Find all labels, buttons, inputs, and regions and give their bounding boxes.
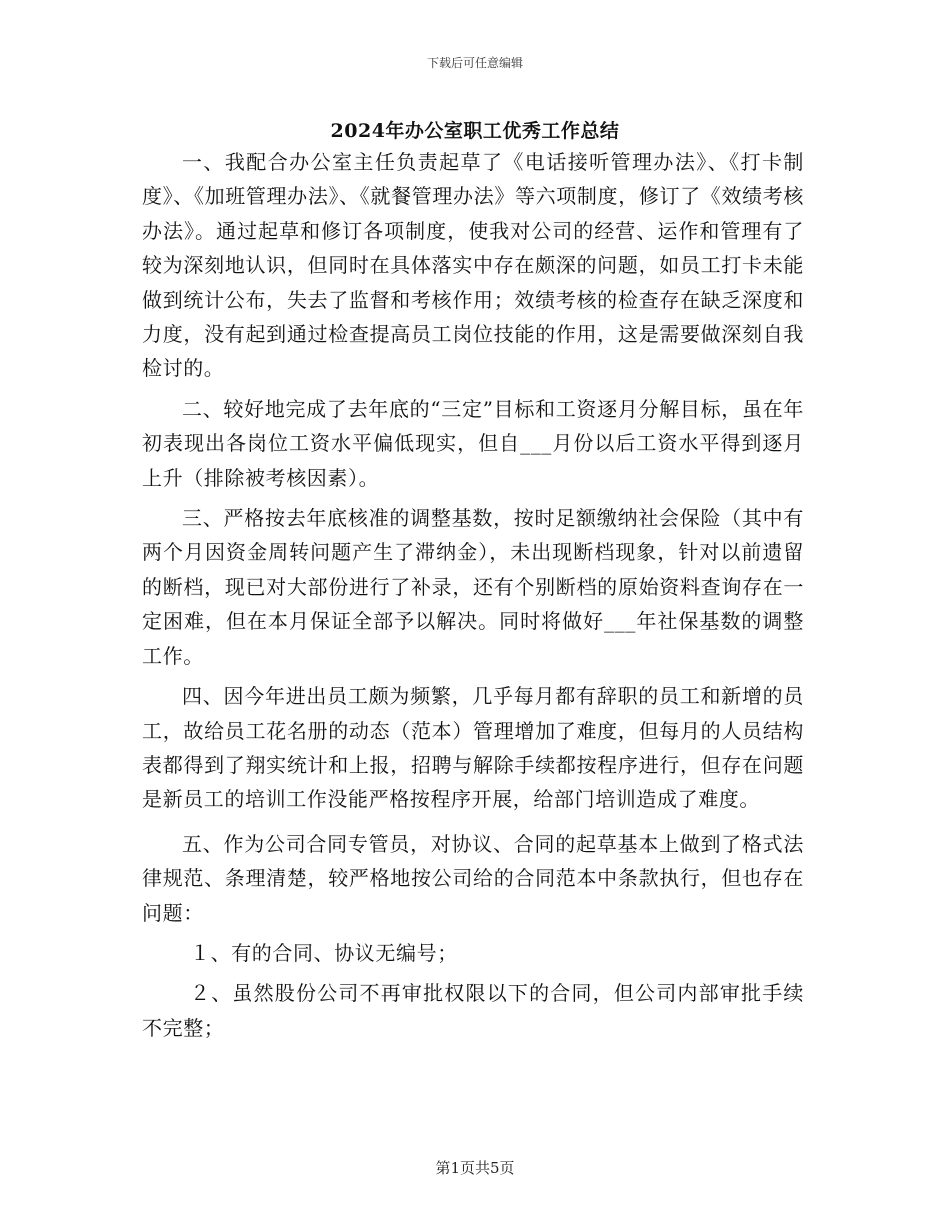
paragraph-1: 一、我配合办公室主任负责起草了《电话接听管理办法》、《打卡制度》、《加班管理办法》、《就餐管理办法》等六项制度，修订了《效绩考核办法》。通过起草和修订各项制度，使我对公司的经营、运作和管理有了较为深刻地认识，但同时在具体落实中存在颇深的问题，如员工打卡未能做到统计公布，失去了监督和考核作用；效绩考核的检查存在缺乏深度和力度，没有起到通过检查提高员工岗位技能的作用，这是需要做深刻自我检讨的。 — [142, 150, 804, 381]
paragraph-5: 五、作为公司合同专管员，对协议、合同的起草基本上做到了格式法律规范、条理清楚，较严格地按公司给的合同范本中条款执行，但也存在问题： — [142, 831, 804, 925]
document-title: 2024年办公室职工优秀工作总结 — [330, 120, 620, 142]
page-footer: 第1页共5页 — [435, 1159, 515, 1177]
document-body — [142, 145, 804, 1045]
list-item-1: １、有的合同、协议无编号； — [190, 940, 458, 965]
paragraph-3: 三、严格按去年底核准的调整基数，按时足额缴纳社会保险（其中有两个月因资金周转问题产生了滞纳金），未出现断档现象，针对以前遗留的断档，现已对大部份进行了补录，还有个别断档的原始资料查询存在一定困难，但在本月保证全部予以解决。同时将做好___年社保基数的调整工作。 — [142, 506, 804, 668]
paragraph-2: 二、较好地完成了去年底的“三定”目标和工资逐月分解目标，虽在年初表现出各岗位工资水平偏低现实，但自___月份以后工资水平得到逐月上升（排除被考核因素）。 — [142, 396, 804, 490]
list-item-2: ２、虽然股份公司不再审批权限以下的合同，但公司内部审批手续不完整； — [142, 981, 804, 1040]
paragraph-4: 四、因今年进出员工颇为频繁，几乎每月都有辞职的员工和新增的员工，故给员工花名册的动态（范本）管理增加了难度，但每月的人员结构表都得到了翔实统计和上报，招聘与解除手续都按程序进行，但存在问题是新员工的培训工作没能严格按程序开展，给部门培训造成了难度。 — [142, 684, 804, 812]
header-note: 下载后可任意编辑 — [426, 56, 523, 70]
